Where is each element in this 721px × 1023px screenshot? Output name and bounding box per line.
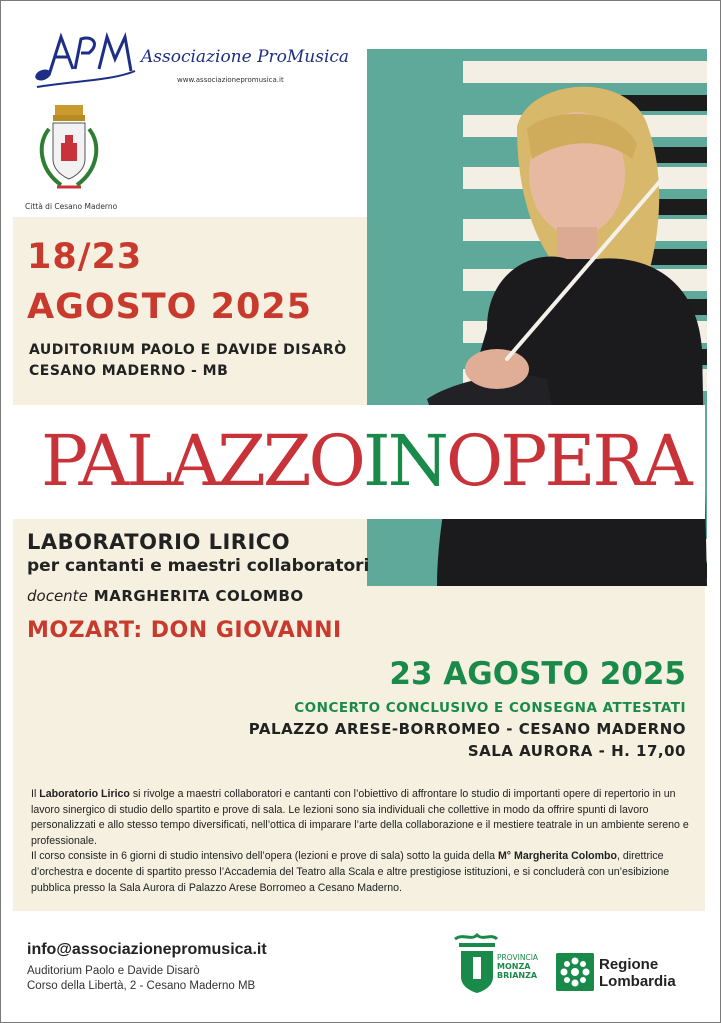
description-p1-pre: Il [31,788,40,800]
region-name-2: Lombardia [599,973,676,990]
description-p2-pre: Il corso consiste in 6 giorni di studio intensivo dell’opera (lezioni e prove di sala) sotto la guida della [31,850,498,863]
concert-date: 23 AGOSTO 2025 [389,656,686,692]
concert-venue: PALAZZO ARESE-BORROMEO - CESANO MADERNO [248,720,686,738]
description-p2-bold: M° Margherita Colombo [497,850,617,863]
concert-room: SALA AURORA - H. 17,00 [467,742,686,760]
lab-title: LABORATORIO LIRICO [27,530,291,554]
contact-address-1: Auditorium Paolo e Davide Disarò [27,965,200,977]
description-p1-bold: Laboratorio Lirico [39,788,130,800]
title-part-in: IN [362,420,446,502]
contact-address-2: Corso della Libertà, 2 - Cesano Maderno MB [27,980,256,992]
title-part-palazzo: PALAZZO [41,420,363,502]
province-text-3: BRIANZA [497,971,538,980]
course-description [31,787,695,896]
contact-email[interactable]: info@associazionepromusica.it [27,941,267,958]
city-crest-icon [31,103,107,199]
description-p2-post: , direttrice d’orchestra e docente di spartito presso l’Accademia del Teatro alla Scala e altre prestigiose istituzioni, e si concluderà con un’esibizione pubblica presso la Sala Aurora di Palazzo Arese Borromeo a Cesano Maderno. [31,850,670,894]
org-name: Associazione ProMusica [141,47,350,67]
region-logo-icon [556,953,594,991]
city-label: Città di Cesano Maderno [25,202,118,211]
venue-line-2: CESANO MADERNO - MB [29,363,229,379]
teacher-role: docente [27,587,88,605]
description-paragraph-1 [31,787,695,849]
province-text [497,953,538,980]
venue-line-1: AUDITORIUM PAOLO E DAVIDE DISARÒ [29,342,347,358]
teacher-name: MARGHERITA COLOMBO [93,587,304,605]
event-date-month: AGOSTO 2025 [27,287,313,327]
apm-logo-icon [31,31,136,93]
province-text-1: PROVINCIA [497,953,539,962]
teacher-line [27,587,304,605]
lab-subtitle: per cantanti e maestri collaboratori [27,556,370,576]
org-url[interactable]: www.associazionepromusica.it [177,76,284,84]
event-date-range: 18/23 [27,237,143,277]
region-name-1: Regione [599,956,659,973]
region-name [599,956,676,990]
province-text-2: MONZA [497,962,531,971]
concert-title: CONCERTO CONCLUSIVO E CONSEGNA ATTESTATI [294,700,686,716]
opera-title: MOZART: DON GIOVANNI [27,618,342,643]
title-part-opera: OPERA [445,420,690,502]
description-p1-post: si rivolge a maestri collaboratori e cantanti con l’obiettivo di affrontare lo studio di importanti opere di repertorio in un lavoro sinergico di studio dello spartito e prove di sala. Le lezioni sono sia individuali che collettive in modo da offrire spunti di lavoro personalizzati e allo stesso tempo diversificati, nell’ottica di imparare l’arte della collaborazione e il mestiere teatrale in un ambiente sereno e professionale. [31,788,689,847]
description-paragraph-2 [31,849,695,896]
event-title [41,418,701,504]
